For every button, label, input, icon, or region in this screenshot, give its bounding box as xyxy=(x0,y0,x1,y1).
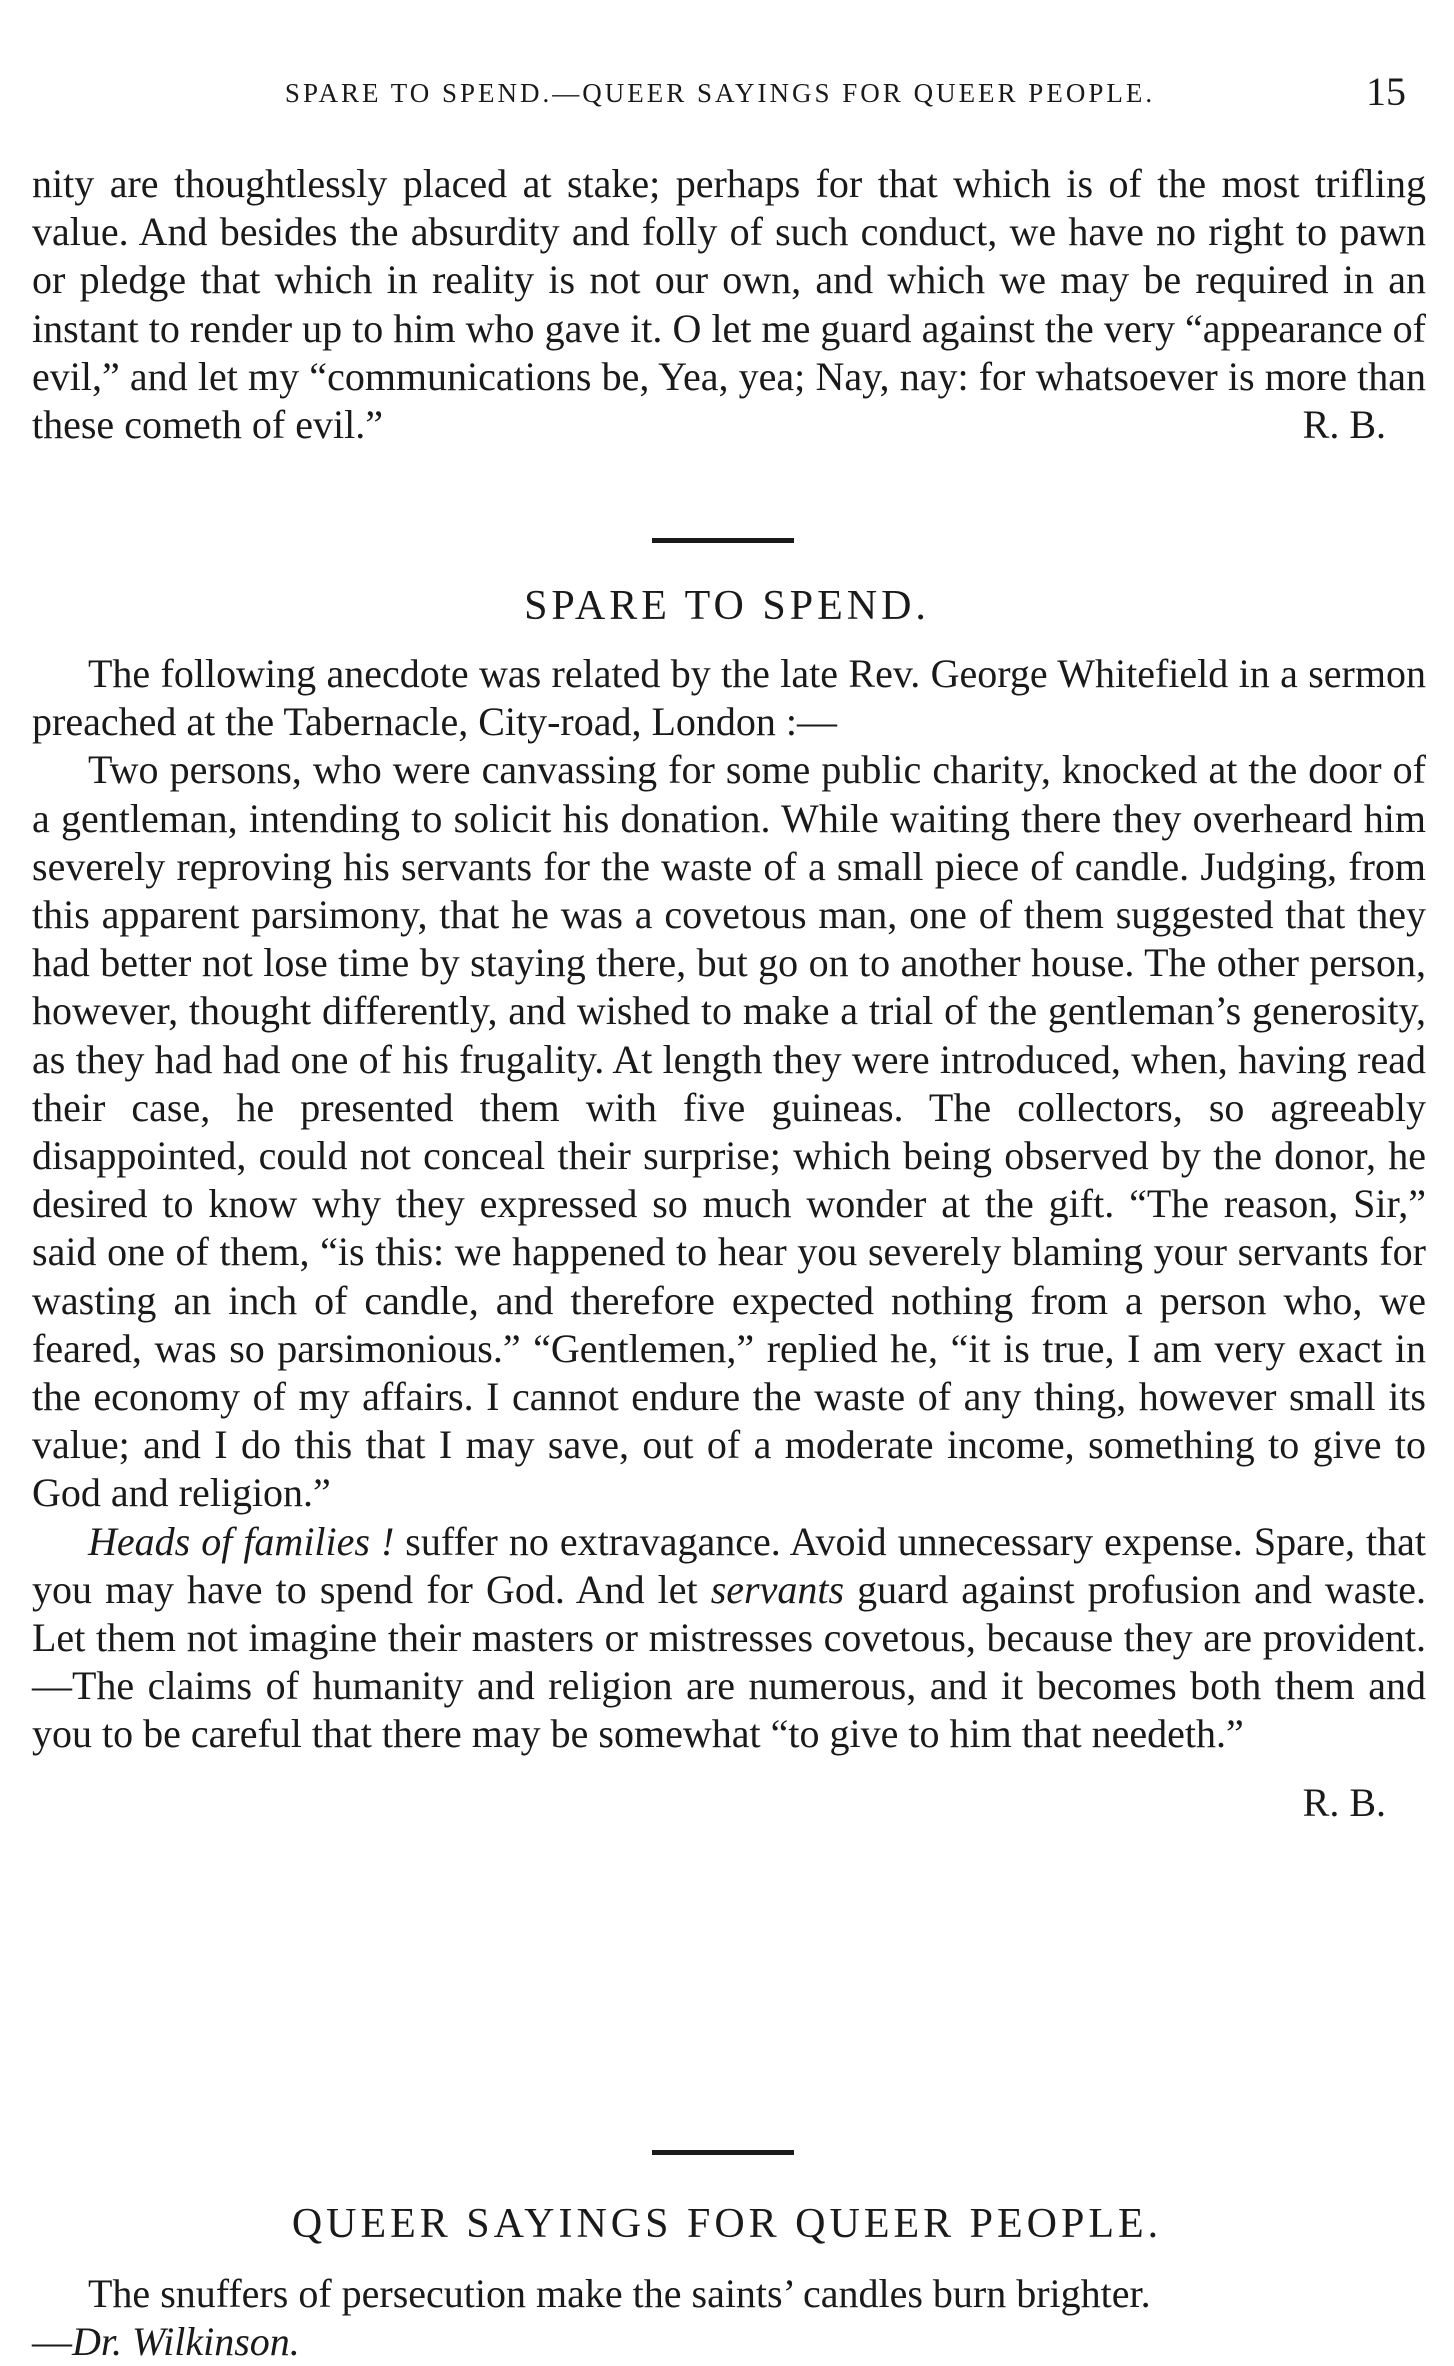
exhortation-italic-servants: servants xyxy=(710,1566,845,1612)
continuation-section xyxy=(32,160,1426,449)
exhortation-paragraph xyxy=(32,1518,1426,1759)
article-intro: The following anecdote was related by the late Rev. George Whitefield in a sermon preached at the Tabernacle, City-road, London :— xyxy=(32,651,1426,745)
section-divider xyxy=(652,2150,794,2155)
continuation-signature: R. B. xyxy=(1302,402,1386,448)
continuation-paragraph: nity are thoughtlessly placed at stake; perhaps for that which is of the most trifling value. And besides the absurdity and folly of such conduct, we have no right to pawn or pledge that which in reality is not our own, and which we may be required in an instant to render up to him who gave it. O let me guard against the very “appearance of evil,” and let my “communications be, Yea, yea; Nay, nay: for whatsoever is more than these cometh of evil.” xyxy=(32,161,1426,448)
article-heading-queer-sayings: QUEER SAYINGS FOR QUEER PEOPLE. xyxy=(291,2201,1163,2247)
exhortation-text-1: suffer no extravagance. Avoid unnecessary expense. Spare, that you may have to spend for God. And let xyxy=(32,1518,1426,1612)
section-divider xyxy=(652,538,794,543)
attribution-dash: — xyxy=(32,2319,72,2365)
article-queer-sayings xyxy=(32,2270,1426,2366)
exhortation-italic: Heads of families ! xyxy=(88,1518,395,1564)
page-number: 15 xyxy=(1366,69,1406,114)
article-heading-spare-to-spend: SPARE TO SPEND. xyxy=(524,583,930,629)
saying-attribution xyxy=(32,2318,1426,2366)
saying-text: The snuffers of persecution make the saints’ candles burn brighter. xyxy=(88,2271,1151,2316)
article-signature: R. B. xyxy=(1302,1779,1386,1825)
attribution-name: Dr. Wilkinson. xyxy=(72,2319,300,2365)
exhortation-text-2: guard against profusion and waste. Let them not imagine their masters or mistresses covetous, because they are provident.—The claims of humanity and religion are numerous, and it becomes both them and you to be careful that there may be somewhat “to give to him that needeth.” xyxy=(32,1566,1426,1757)
article-spare-to-spend xyxy=(32,650,1426,1827)
anecdote-paragraph: Two persons, who were canvassing for some public charity, knocked at the door of a gentleman, intending to solicit his donation. While waiting there they overheard him severely reproving his servants for the waste of a small piece of candle. Judging, from this apparent parsimony, that he was a covetous man, one of them suggested that they had better not lose time by staying there, but go on to another house. The other person, however, thought differently, and wished to make a trial of the gentleman’s generosity, as they had had one of his frugality. At length they were introduced, when, having read their case, he presented them with five guineas. The collectors, so agreeably disappointed, could not conceal their surprise; which being observed by the donor, he desired to know why they expressed so much wonder at the gift. “The reason, Sir,” said one of them, “is this: we happened to hear you severely blaming your servants for wasting an inch of candle, and therefore expected nothing from a person who, we feared, was so parsimonious.” “Gentlemen,” replied he, “it is true, I am very exact in the economy of my affairs. I cannot endure the waste of any thing, however small its value; and I do this that I may save, out of a moderate income, something to give to God and religion.” xyxy=(32,747,1426,1516)
running-head: SPARE TO SPEND.—QUEER SAYINGS FOR QUEER PEOPLE. xyxy=(284,78,1156,108)
